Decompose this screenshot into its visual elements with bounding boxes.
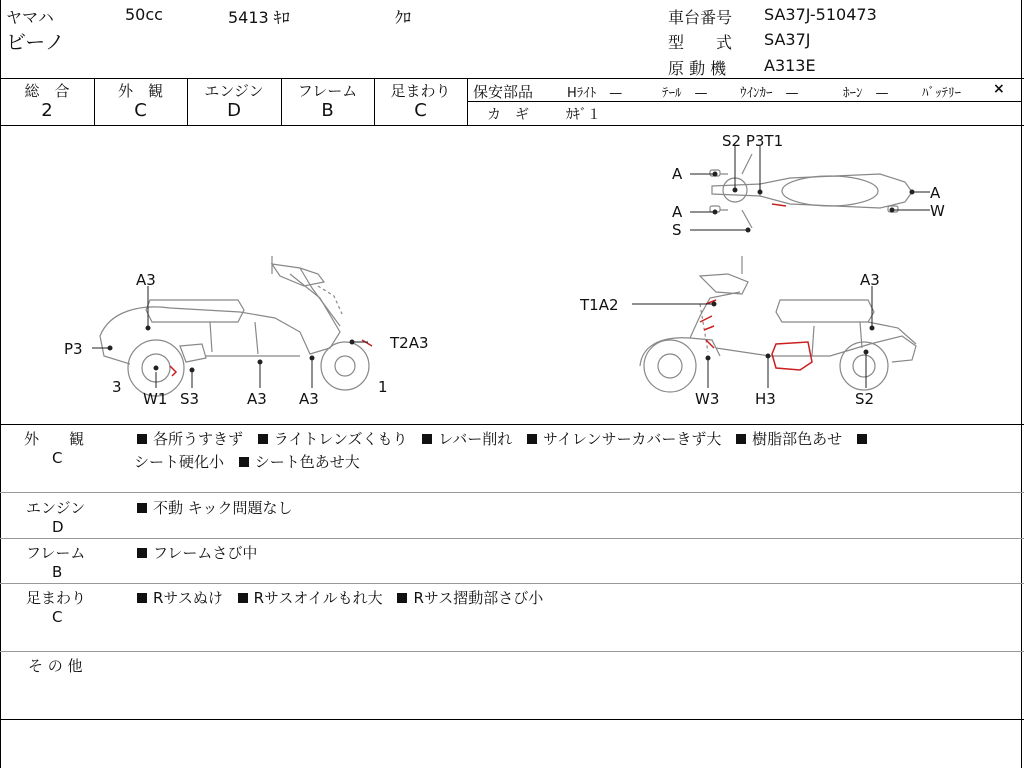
remark-item: シート色あせ大 [254,453,360,471]
label-left-a3-front: A3 [299,390,319,408]
color: ｸﾛ [395,8,412,27]
damage-mark-top [772,204,786,206]
label-left-s3: S3 [180,390,200,408]
frame-no: SA37J-510473 [764,5,877,24]
sections-top-rule [0,424,1024,425]
section-divider [0,492,1024,493]
bullet-icon [422,434,432,444]
label-right-w3: W3 [695,390,720,408]
label-right-s2: S2 [855,390,875,408]
label-top-a1: A [672,165,683,183]
label-left-1: 1 [378,378,388,396]
bullet-icon [137,548,147,558]
damage-mark-right-front [700,300,716,348]
section-title: 外 観 [24,430,85,448]
grade-value: C [134,100,147,121]
label-top-s2p3t1: S2 P3T1 [722,132,784,150]
section-divider [0,538,1024,539]
label-left-w1: W1 [143,390,168,408]
bullet-icon [137,593,147,603]
safety-horn: ﾎｰﾝ — [843,86,889,101]
bullet-icon [397,593,407,603]
section-title: 足まわり [26,589,87,607]
section-title: エンジン [26,499,86,517]
safety-title: 保安部品 [473,83,534,101]
maker: ヤマハ [6,8,54,27]
label-top-w: W [930,202,945,220]
type-label: 型 式 [668,33,733,52]
grade-label: 足まわり [390,82,451,100]
mileage: 5413 ｷﾛ [228,8,290,27]
damage-mark-left-wheel [170,366,176,376]
remark-item: レバー削れ [438,430,513,448]
section-divider [0,583,1024,584]
label-right-a3: A3 [860,271,880,289]
grade-value: D [227,100,241,121]
section-grade: C [52,449,63,467]
section-grade: D [52,518,64,536]
battery-missing-mark: × [993,81,1005,97]
grade-value: 2 [41,100,53,121]
bullet-icon [736,434,746,444]
remark-item: サイレンサーカバーきず大 [543,430,722,448]
grade-label: フレーム [297,82,358,100]
label-right-t1a2: T1A2 [580,296,619,314]
displacement: 50cc [125,5,163,24]
label-top-a3: A [930,184,941,202]
label-left-t2a3: T2A3 [390,334,429,352]
bullet-icon [239,457,249,467]
grade-label: 外 観 [117,82,163,100]
remark-item: 各所うすきず [153,430,244,448]
grade-label: 総 合 [24,82,70,100]
safety-winker: ｳｲﾝｶｰ — [740,86,799,101]
engine-value: A313E [764,56,816,75]
remark-item: Rサス摺動部さび小 [413,589,544,607]
section-title: フレーム [26,544,86,562]
model-name: ビーノ [6,30,65,54]
section-title: そ の 他 [28,657,83,675]
safety-row-divider [467,101,1022,102]
frame-no-label: 車台番号 [668,8,733,27]
bullet-icon [137,434,147,444]
bullet-icon [527,434,537,444]
grade-label: エンジン [204,82,264,100]
table-top-rule [0,78,1024,79]
bullet-icon [238,593,248,603]
grade-value: C [414,100,427,121]
section-divider [0,651,1024,652]
remark-item: ライトレンズくもり [273,430,408,448]
label-left-a3-seat: A3 [136,271,156,289]
scooter-top-view [710,154,912,228]
remark-item: シート硬化小 [134,453,225,471]
grade-value: B [321,100,334,121]
bullet-icon [137,503,147,513]
label-top-s: S [672,221,682,239]
engine-label: 原 動 機 [668,59,727,78]
label-right-h3: H3 [755,390,776,408]
remark-item: Rサスオイルもれ大 [253,589,383,607]
remark-item: フレームさび中 [153,544,258,562]
damage-mark-left-front [362,340,372,346]
safety-headlight: Hﾗｲﾄ — [567,86,623,101]
bullet-icon [857,434,867,444]
section-grade: C [52,608,63,626]
safety-taillight: ﾃｰﾙ — [662,86,708,101]
label-left-p3: P3 [64,340,83,358]
type-value: SA37J [764,30,811,49]
label-top-a2: A [672,203,683,221]
key-value: ｶｷﾞ１ [566,107,601,123]
remark-item: 樹脂部色あせ [752,430,843,448]
key-label: カ ギ [487,107,529,123]
label-left-a3-floor: A3 [247,390,267,408]
remark-item: 不動 キック問題なし [153,499,293,517]
label-left-3: 3 [112,378,122,396]
damage-diagram [0,126,1024,424]
remark-item: Rサスぬけ [153,589,223,607]
bottom-rule [0,719,1024,720]
safety-battery: ﾊﾞｯﾃﾘｰ [922,86,961,101]
bullet-icon [258,434,268,444]
section-grade: B [52,563,63,581]
